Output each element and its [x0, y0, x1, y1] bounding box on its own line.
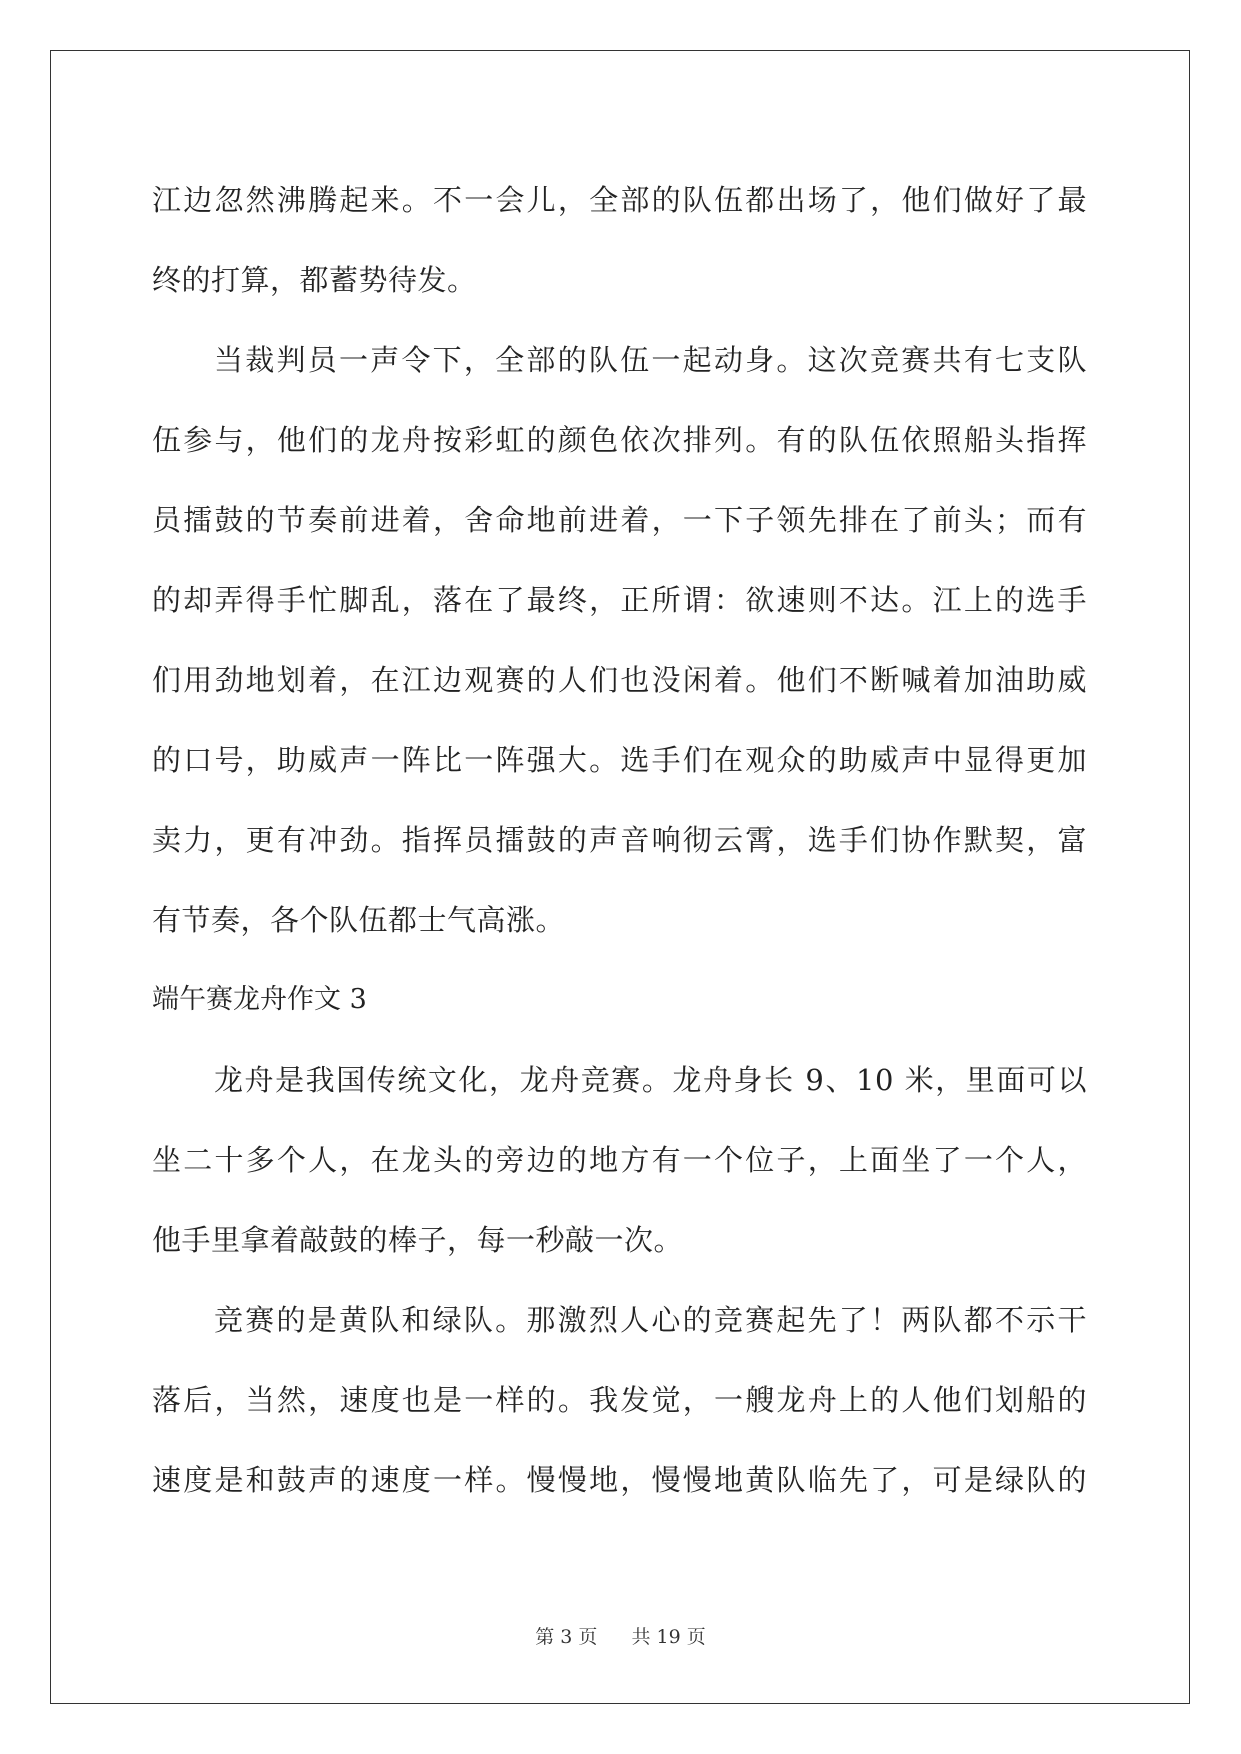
text-line: 他手里拿着敲鼓的棒子，每一秒敲一次。 [152, 1223, 684, 1257]
text-line: 竞赛的是黄队和绿队。那激烈人心的竞赛起先了！两队都不示干 [214, 1303, 1087, 1337]
text-line: 江边忽然沸腾起来。不一会儿，全部的队伍都出场了，他们做好了最 [152, 183, 1087, 217]
text-line: 伍参与，他们的龙舟按彩虹的颜色依次排列。有的队伍依照船头指挥 [152, 423, 1087, 457]
text-line: 们用劲地划着，在江边观赛的人们也没闲着。他们不断喊着加油助威 [152, 663, 1087, 697]
text-line: 的口号，助威声一阵比一阵强大。选手们在观众的助威声中显得更加 [152, 743, 1087, 777]
page-number: 第 3 页 [535, 1626, 598, 1648]
document-body [152, 160, 1087, 1520]
paragraph [152, 1280, 1087, 1520]
text-line: 龙舟是我国传统文化，龙舟竞赛。龙舟身长 9、10 米，里面可以 [214, 1063, 1087, 1097]
page-footer [0, 1622, 1241, 1649]
paragraph [152, 1040, 1087, 1280]
text-line: 当裁判员一声令下，全部的队伍一起动身。这次竞赛共有七支队 [214, 343, 1087, 377]
text-line: 速度是和鼓声的速度一样。慢慢地，慢慢地黄队临先了，可是绿队的 [152, 1463, 1087, 1497]
paragraph [152, 160, 1087, 320]
page-total: 共 19 页 [631, 1626, 706, 1648]
text-line: 卖力，更有冲劲。指挥员擂鼓的声音响彻云霄，选手们协作默契，富 [152, 823, 1087, 857]
section-heading: 端午赛龙舟作文 3 [152, 984, 367, 1015]
text-line: 坐二十多个人，在龙头的旁边的地方有一个位子，上面坐了一个人， [152, 1143, 1087, 1177]
text-line: 有节奏，各个队伍都士气高涨。 [152, 903, 566, 937]
text-line: 的却弄得手忙脚乱，落在了最终，正所谓：欲速则不达。江上的选手 [152, 583, 1087, 617]
text-line: 落后，当然，速度也是一样的。我发觉，一艘龙舟上的人他们划船的 [152, 1383, 1087, 1417]
text-line: 员擂鼓的节奏前进着，舍命地前进着，一下子领先排在了前头；而有 [152, 503, 1087, 537]
paragraph [152, 320, 1087, 960]
text-line: 终的打算，都蓄势待发。 [152, 263, 477, 297]
